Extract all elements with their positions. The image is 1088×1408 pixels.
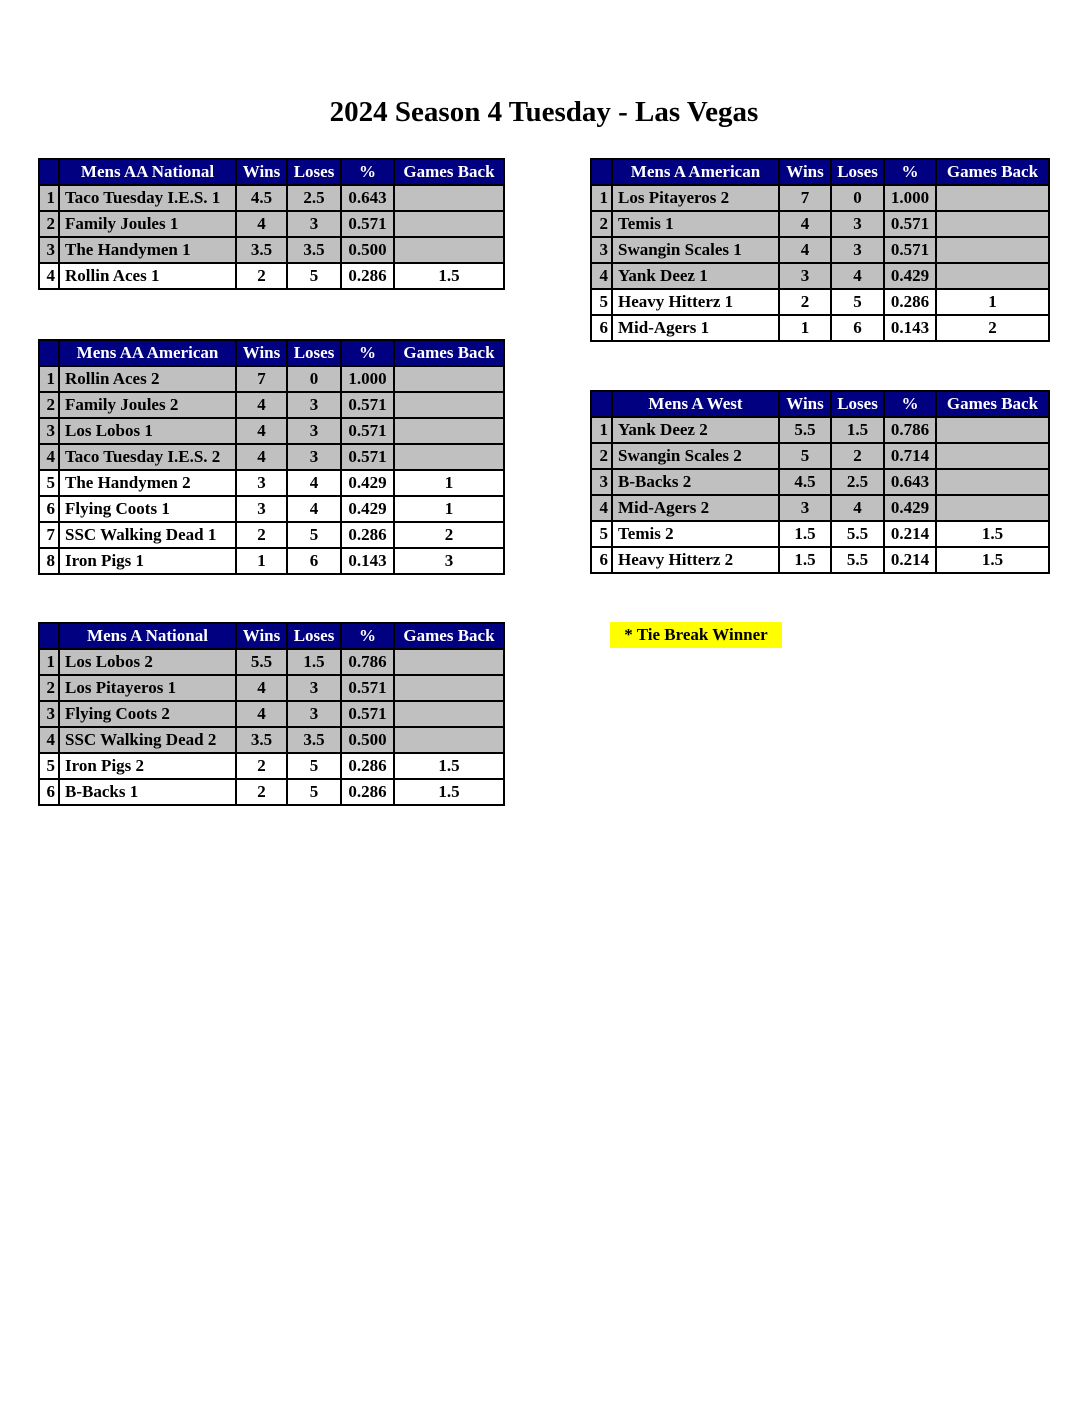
pct-cell: 0.286 xyxy=(884,289,936,315)
standings-row xyxy=(39,263,504,289)
table-mens-a-american xyxy=(590,158,1050,342)
wins-cell: 3.5 xyxy=(236,237,287,263)
standings-row xyxy=(39,444,504,470)
wins-cell: 2 xyxy=(236,779,287,805)
standings-row xyxy=(39,418,504,444)
team-name-cell: Rollin Aces 1 xyxy=(59,263,236,289)
rank-cell: 7 xyxy=(39,522,59,548)
standings-row xyxy=(591,495,1049,521)
rank-cell: 6 xyxy=(39,496,59,522)
rank-cell: 4 xyxy=(591,495,612,521)
rank-cell: 5 xyxy=(591,521,612,547)
team-name-cell: Yank Deez 2 xyxy=(612,417,779,443)
pct-cell: 0.571 xyxy=(341,444,394,470)
team-name-cell: Flying Coots 1 xyxy=(59,496,236,522)
wins-cell: 4.5 xyxy=(779,469,831,495)
pct-cell: 0.214 xyxy=(884,521,936,547)
games-back-cell xyxy=(394,649,504,675)
standings-row xyxy=(39,779,504,805)
standings-table xyxy=(590,158,1050,342)
rank-cell: 3 xyxy=(591,237,612,263)
standings-table xyxy=(38,622,505,806)
loses-cell: 0 xyxy=(831,185,884,211)
team-name-cell: Swangin Scales 1 xyxy=(612,237,779,263)
standings-table xyxy=(38,339,505,575)
loses-cell: 3 xyxy=(831,237,884,263)
standings-row xyxy=(39,470,504,496)
rank-cell: 1 xyxy=(39,366,59,392)
pct-cell: 0.571 xyxy=(341,392,394,418)
table-mens-a-west xyxy=(590,390,1050,574)
team-name-cell: Temis 1 xyxy=(612,211,779,237)
loses-cell: 2.5 xyxy=(287,185,341,211)
rank-cell: 3 xyxy=(39,701,59,727)
wins-cell: 4 xyxy=(236,392,287,418)
standings-row xyxy=(39,392,504,418)
pct-cell: 0.643 xyxy=(341,185,394,211)
pct-cell: 0.143 xyxy=(341,548,394,574)
team-name-cell: SSC Walking Dead 1 xyxy=(59,522,236,548)
loses-cell: 3 xyxy=(287,701,341,727)
loses-cell: 5.5 xyxy=(831,521,884,547)
team-name-cell: The Handymen 1 xyxy=(59,237,236,263)
loses-cell: 3 xyxy=(287,444,341,470)
rank-cell: 1 xyxy=(591,185,612,211)
pct-cell: 0.429 xyxy=(884,263,936,289)
games-back-cell xyxy=(936,211,1049,237)
games-back-cell: 1.5 xyxy=(394,779,504,805)
pct-header: % xyxy=(341,623,394,649)
pct-header: % xyxy=(341,159,394,185)
rank-cell: 1 xyxy=(591,417,612,443)
games-back-cell xyxy=(394,392,504,418)
header-row xyxy=(591,391,1049,417)
games-back-header: Games Back xyxy=(394,623,504,649)
team-name-cell: Mid-Agers 1 xyxy=(612,315,779,341)
pct-cell: 0.286 xyxy=(341,779,394,805)
rank-cell: 5 xyxy=(39,470,59,496)
loses-cell: 5 xyxy=(287,522,341,548)
rank-cell: 4 xyxy=(39,727,59,753)
loses-cell: 6 xyxy=(287,548,341,574)
loses-cell: 3.5 xyxy=(287,727,341,753)
games-back-cell: 1.5 xyxy=(394,263,504,289)
rank-header xyxy=(39,340,59,366)
games-back-cell: 1.5 xyxy=(936,521,1049,547)
rank-cell: 1 xyxy=(39,649,59,675)
team-name-cell: Yank Deez 1 xyxy=(612,263,779,289)
loses-cell: 0 xyxy=(287,366,341,392)
games-back-header: Games Back xyxy=(936,159,1049,185)
games-back-cell: 1.5 xyxy=(936,547,1049,573)
loses-header: Loses xyxy=(287,159,341,185)
header-row xyxy=(39,159,504,185)
rank-header xyxy=(591,391,612,417)
games-back-cell xyxy=(394,418,504,444)
games-back-cell xyxy=(394,701,504,727)
rank-cell: 8 xyxy=(39,548,59,574)
loses-cell: 2.5 xyxy=(831,469,884,495)
standings-row xyxy=(591,211,1049,237)
wins-cell: 5.5 xyxy=(236,649,287,675)
games-back-cell: 2 xyxy=(936,315,1049,341)
wins-cell: 3.5 xyxy=(236,727,287,753)
pct-header: % xyxy=(884,159,936,185)
pct-cell: 0.571 xyxy=(884,237,936,263)
loses-cell: 3 xyxy=(287,418,341,444)
games-back-cell: 2 xyxy=(394,522,504,548)
rank-cell: 4 xyxy=(591,263,612,289)
games-back-cell: 1.5 xyxy=(394,753,504,779)
games-back-header: Games Back xyxy=(394,340,504,366)
loses-cell: 3 xyxy=(831,211,884,237)
loses-cell: 1.5 xyxy=(831,417,884,443)
pct-cell: 0.214 xyxy=(884,547,936,573)
loses-cell: 5 xyxy=(287,753,341,779)
division-header: Mens AA National xyxy=(59,159,236,185)
games-back-cell xyxy=(394,211,504,237)
rank-cell: 2 xyxy=(591,443,612,469)
team-name-cell: Heavy Hitterz 1 xyxy=(612,289,779,315)
team-name-cell: Flying Coots 2 xyxy=(59,701,236,727)
loses-cell: 4 xyxy=(831,495,884,521)
wins-header: Wins xyxy=(236,340,287,366)
rank-cell: 4 xyxy=(39,444,59,470)
rank-cell: 3 xyxy=(39,237,59,263)
pct-cell: 0.429 xyxy=(341,470,394,496)
team-name-cell: Iron Pigs 1 xyxy=(59,548,236,574)
loses-cell: 6 xyxy=(831,315,884,341)
standings-row xyxy=(591,417,1049,443)
standings-row xyxy=(39,548,504,574)
pct-header: % xyxy=(884,391,936,417)
standings-row xyxy=(39,753,504,779)
team-name-cell: Family Joules 1 xyxy=(59,211,236,237)
games-back-cell xyxy=(394,727,504,753)
tie-break-winner-label: * Tie Break Winner xyxy=(610,622,782,648)
games-back-cell: 1 xyxy=(936,289,1049,315)
pct-cell: 0.643 xyxy=(884,469,936,495)
standings-row xyxy=(591,547,1049,573)
rank-cell: 2 xyxy=(39,675,59,701)
wins-header: Wins xyxy=(236,623,287,649)
team-name-cell: Family Joules 2 xyxy=(59,392,236,418)
wins-cell: 3 xyxy=(236,470,287,496)
wins-cell: 7 xyxy=(779,185,831,211)
loses-header: Loses xyxy=(831,159,884,185)
standings-row xyxy=(591,185,1049,211)
wins-cell: 4 xyxy=(236,701,287,727)
pct-cell: 0.786 xyxy=(884,417,936,443)
games-back-cell xyxy=(936,495,1049,521)
loses-cell: 3 xyxy=(287,392,341,418)
pct-cell: 0.714 xyxy=(884,443,936,469)
rank-cell: 3 xyxy=(591,469,612,495)
wins-cell: 2 xyxy=(236,522,287,548)
loses-cell: 1.5 xyxy=(287,649,341,675)
standings-row xyxy=(39,727,504,753)
games-back-cell xyxy=(394,675,504,701)
team-name-cell: Los Pitayeros 1 xyxy=(59,675,236,701)
wins-cell: 4 xyxy=(236,675,287,701)
loses-cell: 3.5 xyxy=(287,237,341,263)
pct-cell: 0.429 xyxy=(884,495,936,521)
pct-cell: 0.286 xyxy=(341,522,394,548)
wins-cell: 3 xyxy=(779,263,831,289)
standings-row xyxy=(39,701,504,727)
pct-cell: 0.143 xyxy=(884,315,936,341)
games-back-cell: 1 xyxy=(394,470,504,496)
division-header: Mens A American xyxy=(612,159,779,185)
wins-cell: 2 xyxy=(236,263,287,289)
wins-cell: 3 xyxy=(236,496,287,522)
rank-cell: 2 xyxy=(39,392,59,418)
header-row xyxy=(39,623,504,649)
loses-header: Loses xyxy=(287,623,341,649)
table-mens-aa-national xyxy=(38,158,505,290)
wins-cell: 1.5 xyxy=(779,521,831,547)
standings-row xyxy=(39,522,504,548)
wins-cell: 2 xyxy=(779,289,831,315)
standings-row xyxy=(591,289,1049,315)
loses-cell: 5 xyxy=(831,289,884,315)
wins-header: Wins xyxy=(779,391,831,417)
wins-cell: 4 xyxy=(236,211,287,237)
table-mens-aa-american xyxy=(38,339,505,575)
rank-cell: 2 xyxy=(591,211,612,237)
pct-cell: 0.571 xyxy=(341,675,394,701)
rank-header xyxy=(591,159,612,185)
games-back-cell xyxy=(394,366,504,392)
loses-header: Loses xyxy=(287,340,341,366)
division-header: Mens A National xyxy=(59,623,236,649)
team-name-cell: Los Pitayeros 2 xyxy=(612,185,779,211)
games-back-cell: 1 xyxy=(394,496,504,522)
wins-cell: 5 xyxy=(779,443,831,469)
header-row xyxy=(591,159,1049,185)
wins-cell: 3 xyxy=(779,495,831,521)
rank-cell: 5 xyxy=(591,289,612,315)
pct-cell: 0.429 xyxy=(341,496,394,522)
rank-cell: 3 xyxy=(39,418,59,444)
page-title: 2024 Season 4 Tuesday - Las Vegas xyxy=(329,96,759,128)
wins-cell: 1 xyxy=(779,315,831,341)
standings-row xyxy=(39,675,504,701)
table-mens-a-national xyxy=(38,622,505,806)
rank-cell: 6 xyxy=(39,779,59,805)
team-name-cell: Temis 2 xyxy=(612,521,779,547)
games-back-cell xyxy=(394,185,504,211)
standings-row xyxy=(591,469,1049,495)
rank-header xyxy=(39,159,59,185)
team-name-cell: The Handymen 2 xyxy=(59,470,236,496)
loses-cell: 5 xyxy=(287,263,341,289)
wins-cell: 4 xyxy=(779,211,831,237)
loses-cell: 4 xyxy=(287,470,341,496)
games-back-cell xyxy=(936,185,1049,211)
games-back-cell xyxy=(936,443,1049,469)
games-back-header: Games Back xyxy=(936,391,1049,417)
standings-row xyxy=(591,237,1049,263)
rank-cell: 6 xyxy=(591,547,612,573)
team-name-cell: Taco Tuesday I.E.S. 1 xyxy=(59,185,236,211)
loses-cell: 4 xyxy=(287,496,341,522)
rank-cell: 5 xyxy=(39,753,59,779)
loses-cell: 3 xyxy=(287,211,341,237)
standings-row xyxy=(591,315,1049,341)
wins-cell: 5.5 xyxy=(779,417,831,443)
wins-cell: 1 xyxy=(236,548,287,574)
pct-cell: 1.000 xyxy=(884,185,936,211)
rank-cell: 2 xyxy=(39,211,59,237)
pct-cell: 0.571 xyxy=(341,211,394,237)
standings-row xyxy=(591,443,1049,469)
loses-cell: 2 xyxy=(831,443,884,469)
standings-row xyxy=(39,366,504,392)
rank-cell: 6 xyxy=(591,315,612,341)
division-header: Mens A West xyxy=(612,391,779,417)
team-name-cell: B-Backs 1 xyxy=(59,779,236,805)
standings-table xyxy=(38,158,505,290)
rank-header xyxy=(39,623,59,649)
rank-cell: 1 xyxy=(39,185,59,211)
standings-table xyxy=(590,390,1050,574)
games-back-cell: 3 xyxy=(394,548,504,574)
wins-cell: 4 xyxy=(236,418,287,444)
team-name-cell: Mid-Agers 2 xyxy=(612,495,779,521)
standings-row xyxy=(591,521,1049,547)
pct-cell: 0.500 xyxy=(341,727,394,753)
loses-header: Loses xyxy=(831,391,884,417)
pct-cell: 0.286 xyxy=(341,263,394,289)
pct-cell: 0.786 xyxy=(341,649,394,675)
games-back-cell xyxy=(936,469,1049,495)
pct-header: % xyxy=(341,340,394,366)
wins-cell: 1.5 xyxy=(779,547,831,573)
games-back-cell xyxy=(394,444,504,470)
team-name-cell: Los Lobos 2 xyxy=(59,649,236,675)
wins-cell: 7 xyxy=(236,366,287,392)
wins-cell: 2 xyxy=(236,753,287,779)
games-back-cell xyxy=(394,237,504,263)
team-name-cell: Taco Tuesday I.E.S. 2 xyxy=(59,444,236,470)
standings-row xyxy=(39,649,504,675)
standings-row xyxy=(39,237,504,263)
pct-cell: 0.500 xyxy=(341,237,394,263)
wins-cell: 4 xyxy=(236,444,287,470)
team-name-cell: Rollin Aces 2 xyxy=(59,366,236,392)
rank-cell: 4 xyxy=(39,263,59,289)
standings-row xyxy=(591,263,1049,289)
wins-header: Wins xyxy=(779,159,831,185)
loses-cell: 5.5 xyxy=(831,547,884,573)
standings-row xyxy=(39,211,504,237)
division-header: Mens AA American xyxy=(59,340,236,366)
standings-row xyxy=(39,496,504,522)
pct-cell: 0.286 xyxy=(341,753,394,779)
games-back-cell xyxy=(936,417,1049,443)
wins-cell: 4.5 xyxy=(236,185,287,211)
team-name-cell: Los Lobos 1 xyxy=(59,418,236,444)
team-name-cell: Iron Pigs 2 xyxy=(59,753,236,779)
pct-cell: 0.571 xyxy=(341,701,394,727)
pct-cell: 0.571 xyxy=(884,211,936,237)
pct-cell: 1.000 xyxy=(341,366,394,392)
wins-cell: 4 xyxy=(779,237,831,263)
header-row xyxy=(39,340,504,366)
loses-cell: 3 xyxy=(287,675,341,701)
loses-cell: 4 xyxy=(831,263,884,289)
games-back-cell xyxy=(936,263,1049,289)
games-back-header: Games Back xyxy=(394,159,504,185)
team-name-cell: Heavy Hitterz 2 xyxy=(612,547,779,573)
team-name-cell: B-Backs 2 xyxy=(612,469,779,495)
team-name-cell: SSC Walking Dead 2 xyxy=(59,727,236,753)
wins-header: Wins xyxy=(236,159,287,185)
pct-cell: 0.571 xyxy=(341,418,394,444)
standings-row xyxy=(39,185,504,211)
team-name-cell: Swangin Scales 2 xyxy=(612,443,779,469)
games-back-cell xyxy=(936,237,1049,263)
loses-cell: 5 xyxy=(287,779,341,805)
